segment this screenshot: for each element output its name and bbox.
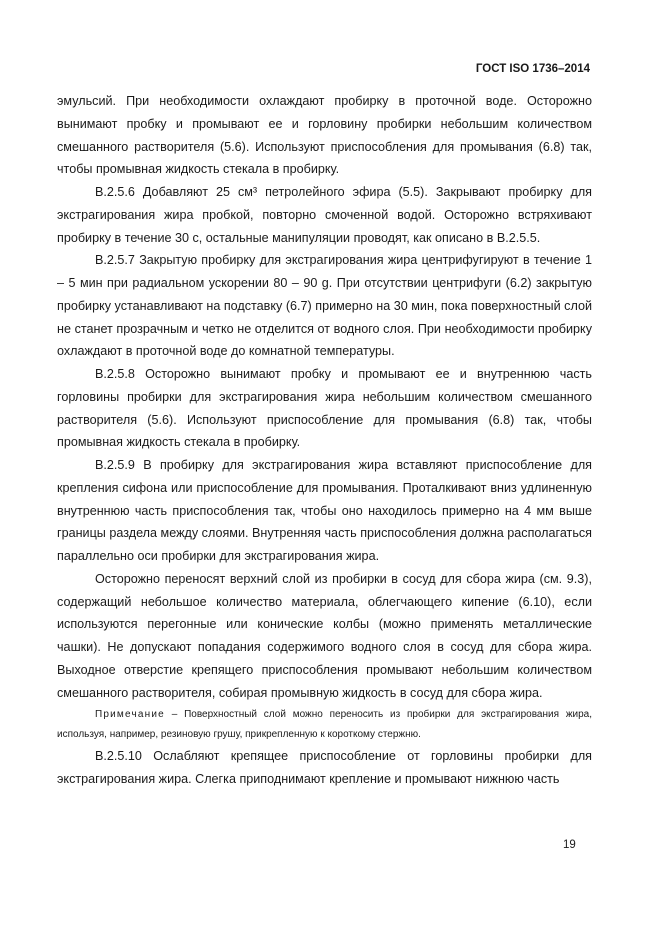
paragraph-b-2-5-10: В.2.5.10 Ослабляют крепящее приспособление от горловины пробирки для экстрагирования жира. Слегка приподнимают крепление и промывают нижнюю часть [57, 749, 592, 786]
paragraph-b-2-5-7: В.2.5.7 Закрытую пробирку для экстрагирования жира центрифугируют в течение 1 – 5 мин при радиальном ускорении 80 – 90 g. При отсутствии центрифуги (6.2) закрытую пробирку устанавливают на подставку (6.7) примерно на 30 мин, пока поверхностный слой не станет прозрачным и четко не отделится от водного слоя. При необходимости пробирку охлаждают в проточной воде до комнатной температуры. [57, 253, 592, 359]
note-text: – Поверхностный слой можно переносить из пробирки для экстрагирования жира, используя, например, резиновую грушу, прикрепленную к короткому стержню. [57, 709, 592, 741]
note [57, 705, 592, 745]
page-number: 19 [563, 839, 576, 851]
paragraph-transfer: Осторожно переносят верхний слой из пробирки в сосуд для сбора жира (см. 9.3), содержащий небольшое количество материала, облегчающего кипение (6.10), если используются перегонные или конические колбы (можно применять металлические чашки). Не допускают попадания содержимого водного слоя в сосуд для сбора жира. Выходное отверстие крепящего приспособления промывают небольшим количеством смешанного растворителя, собирая промывную жидкость в сосуд для сбора жира. [57, 571, 592, 700]
paragraph-b-2-5-9: В.2.5.9 В пробирку для экстрагирования жира вставляют приспособление для крепления сифона или приспособление для промывания. Проталкивают вниз удлиненную внутреннюю часть приспособления так, чтобы оно находилось примерно на 4 мм выше границы раздела между слоями. Внутренняя часть приспособления должна располагаться параллельно оси пробирки для экстрагирования жира. [57, 458, 592, 563]
paragraph-b-2-5-6: В.2.5.6 Добавляют 25 см³ петролейного эфира (5.5). Закрывают пробирку для экстрагирования жира пробкой, повторно смоченной водой. Осторожно встряхивают пробирку в течение 30 с, остальные манипуляции проводят, как описано в В.2.5.5. [57, 185, 592, 245]
paragraph-b-2-5-8: В.2.5.8 Осторожно вынимают пробку и промывают ее и внутреннюю часть горловины пробирки для экстрагирования жира небольшим количеством смешанного растворителя (5.6). Используют приспособление для промывания (6.8) так, чтобы промывная жидкость стекала в пробирку. [57, 367, 592, 450]
paragraph-continuation: эмульсий. При необходимости охлаждают пробирку в проточной воде. Осторожно вынимают пробку и промывают ее и горловину пробирки небольшим количеством смешанного растворителя (5.6). Используют приспособления для промывания (6.8) так, чтобы промывная жидкость стекала в пробирку. [57, 94, 592, 177]
note-label: Примечание [95, 709, 165, 721]
document-body [57, 90, 592, 791]
document-header: ГОСТ ISO 1736–2014 [475, 63, 590, 75]
